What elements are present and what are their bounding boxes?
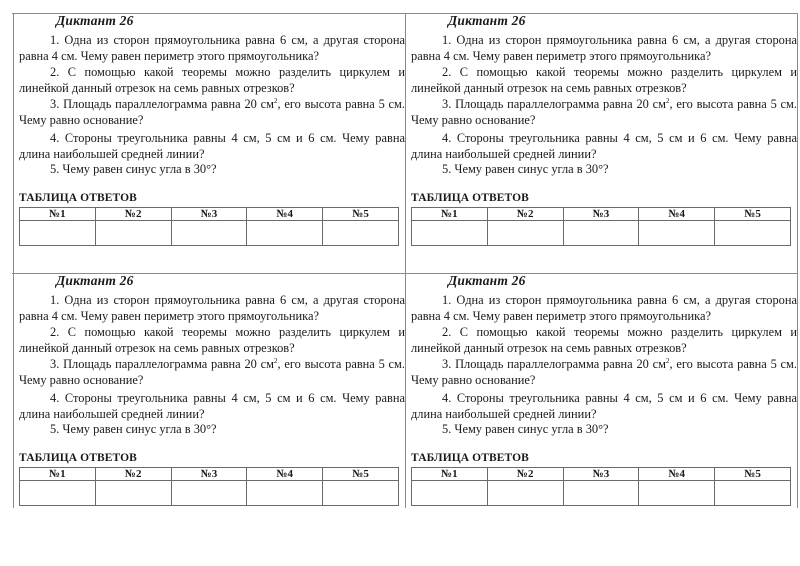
answer-cell-4[interactable] — [247, 481, 323, 506]
answer-header-2: №2 — [95, 208, 171, 221]
superscript: 2 — [665, 357, 670, 365]
card-title: Диктант 26 — [448, 13, 526, 28]
question-3-text: 3. Площадь параллелограмма равна 20 см — [50, 97, 274, 111]
question-4: 4. Стороны треугольника равны 4 см, 5 см и 6 см. Чему равна длина наибольшей средней линии? — [19, 391, 405, 421]
answer-header-2: №2 — [487, 208, 563, 221]
question-4: 4. Стороны треугольника равны 4 см, 5 см и 6 см. Чему равна длина наибольшей средней линии? — [19, 131, 405, 161]
answer-cell-1[interactable] — [20, 481, 96, 506]
question-5: 5. Чему равен синус угла в 30°? — [50, 422, 217, 436]
question-3-text-cont: , его высота равна 5 см. Чему равно основание? — [411, 357, 797, 387]
answer-header-5: №5 — [323, 208, 399, 221]
answer-cell-2[interactable] — [487, 481, 563, 506]
answer-header-1: №1 — [412, 208, 488, 221]
question-3 — [19, 96, 405, 128]
dictation-card-top-left — [13, 13, 405, 263]
answer-table-header-row — [20, 208, 399, 221]
answer-cell-3[interactable] — [563, 481, 639, 506]
answer-table — [19, 207, 399, 246]
question-3 — [19, 356, 405, 388]
answer-cell-1[interactable] — [412, 221, 488, 246]
question-3-text: 3. Площадь параллелограмма равна 20 см — [442, 357, 666, 371]
answer-cell-4[interactable] — [247, 221, 323, 246]
answer-header-4: №4 — [639, 208, 715, 221]
answer-cell-4[interactable] — [639, 221, 715, 246]
answer-header-5: №5 — [715, 468, 791, 481]
superscript: 2 — [273, 357, 278, 365]
answer-header-1: №1 — [20, 208, 96, 221]
question-3-text-cont: , его высота равна 5 см. Чему равно основание? — [19, 97, 405, 127]
answer-header-1: №1 — [20, 468, 96, 481]
question-1: 1. Одна из сторон прямоугольника равна 6 см, а другая сторона равна 4 см. Чему равен периметр этого прямоугольника? — [411, 33, 797, 63]
question-4: 4. Стороны треугольника равны 4 см, 5 см и 6 см. Чему равна длина наибольшей средней линии? — [411, 391, 797, 421]
answer-table-row — [412, 221, 791, 246]
card-title: Диктант 26 — [448, 273, 526, 288]
answer-header-4: №4 — [247, 208, 323, 221]
answer-cell-3[interactable] — [171, 221, 247, 246]
superscript: 2 — [273, 97, 278, 105]
card-title: Диктант 26 — [56, 273, 134, 288]
answer-table-header-row — [412, 468, 791, 481]
answer-cell-1[interactable] — [412, 481, 488, 506]
answer-cell-4[interactable] — [639, 481, 715, 506]
question-1: 1. Одна из сторон прямоугольника равна 6 см, а другая сторона равна 4 см. Чему равен периметр этого прямоугольника? — [19, 33, 405, 63]
frame-right-line — [797, 13, 798, 508]
answer-table-row — [412, 481, 791, 506]
answer-cell-1[interactable] — [20, 221, 96, 246]
answer-cell-5[interactable] — [715, 481, 791, 506]
answer-table-caption: ТАБЛИЦА ОТВЕТОВ — [19, 452, 137, 464]
dictation-card-bottom-right — [405, 273, 797, 523]
answer-table-caption: ТАБЛИЦА ОТВЕТОВ — [19, 192, 137, 204]
answer-table — [411, 467, 791, 506]
question-2: 2. С помощью какой теоремы можно разделить циркулем и линейкой данный отрезок на семь равных отрезков? — [19, 325, 405, 355]
dictation-card-top-right — [405, 13, 797, 263]
answer-table-row — [20, 221, 399, 246]
answer-header-5: №5 — [715, 208, 791, 221]
answer-cell-5[interactable] — [323, 481, 399, 506]
answer-cell-2[interactable] — [95, 221, 171, 246]
answer-cell-2[interactable] — [487, 221, 563, 246]
question-3-text-cont: , его высота равна 5 см. Чему равно основание? — [19, 357, 405, 387]
question-2: 2. С помощью какой теоремы можно разделить циркулем и линейкой данный отрезок на семь равных отрезков? — [411, 65, 797, 95]
answer-cell-3[interactable] — [563, 221, 639, 246]
answer-header-4: №4 — [639, 468, 715, 481]
answer-header-5: №5 — [323, 468, 399, 481]
answer-header-4: №4 — [247, 468, 323, 481]
answer-header-3: №3 — [171, 468, 247, 481]
answer-header-2: №2 — [95, 468, 171, 481]
answer-header-3: №3 — [171, 208, 247, 221]
question-3-text: 3. Площадь параллелограмма равна 20 см — [50, 357, 274, 371]
question-1: 1. Одна из сторон прямоугольника равна 6 см, а другая сторона равна 4 см. Чему равен периметр этого прямоугольника? — [19, 293, 405, 323]
answer-cell-5[interactable] — [715, 221, 791, 246]
answer-header-1: №1 — [412, 468, 488, 481]
question-4: 4. Стороны треугольника равны 4 см, 5 см и 6 см. Чему равна длина наибольшей средней линии? — [411, 131, 797, 161]
question-5: 5. Чему равен синус угла в 30°? — [442, 162, 609, 176]
card-title: Диктант 26 — [56, 13, 134, 28]
question-1: 1. Одна из сторон прямоугольника равна 6 см, а другая сторона равна 4 см. Чему равен периметр этого прямоугольника? — [411, 293, 797, 323]
answer-cell-3[interactable] — [171, 481, 247, 506]
question-2: 2. С помощью какой теоремы можно разделить циркулем и линейкой данный отрезок на семь равных отрезков? — [19, 65, 405, 95]
answer-table — [19, 467, 399, 506]
question-3-text: 3. Площадь параллелограмма равна 20 см — [442, 97, 666, 111]
question-3 — [411, 356, 797, 388]
answer-cell-2[interactable] — [95, 481, 171, 506]
superscript: 2 — [665, 97, 670, 105]
answer-table-row — [20, 481, 399, 506]
question-2: 2. С помощью какой теоремы можно разделить циркулем и линейкой данный отрезок на семь равных отрезков? — [411, 325, 797, 355]
question-5: 5. Чему равен синус угла в 30°? — [442, 422, 609, 436]
answer-table-header-row — [20, 468, 399, 481]
answer-table — [411, 207, 791, 246]
question-5: 5. Чему равен синус угла в 30°? — [50, 162, 217, 176]
answer-table-caption: ТАБЛИЦА ОТВЕТОВ — [411, 452, 529, 464]
question-3-text-cont: , его высота равна 5 см. Чему равно основание? — [411, 97, 797, 127]
dictation-card-bottom-left — [13, 273, 405, 523]
answer-table-header-row — [412, 208, 791, 221]
answer-cell-5[interactable] — [323, 221, 399, 246]
answer-header-2: №2 — [487, 468, 563, 481]
question-3 — [411, 96, 797, 128]
answer-table-caption: ТАБЛИЦА ОТВЕТОВ — [411, 192, 529, 204]
answer-header-3: №3 — [563, 208, 639, 221]
answer-header-3: №3 — [563, 468, 639, 481]
